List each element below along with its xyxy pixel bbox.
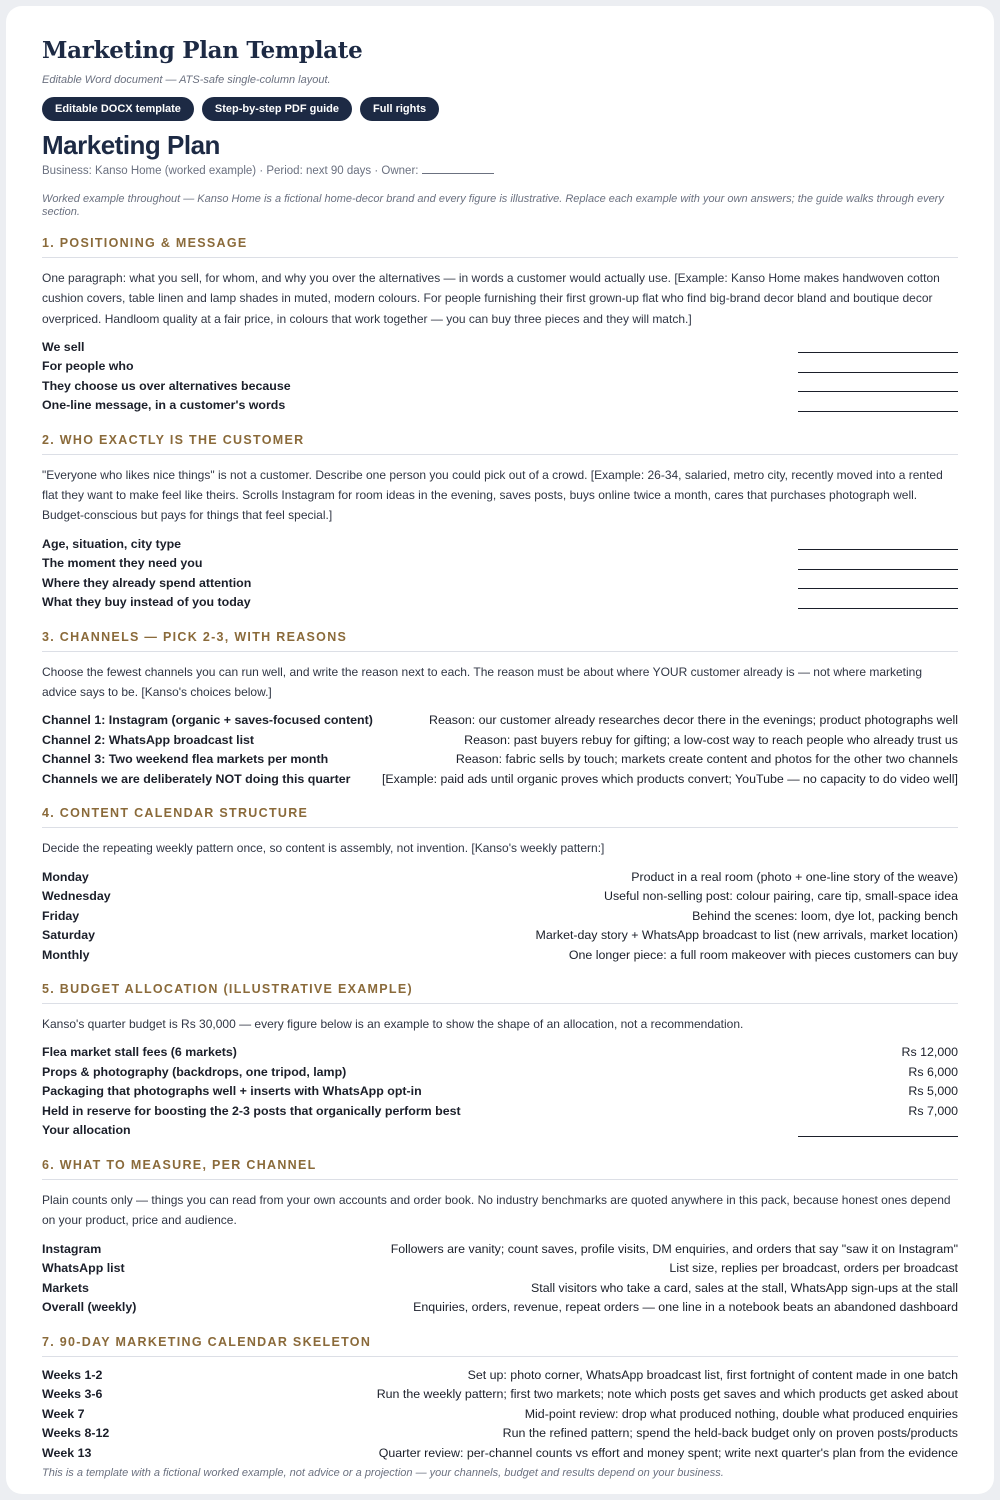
- section-1-heading: 1. POSITIONING & MESSAGE: [42, 235, 958, 258]
- feature-pills: [42, 97, 958, 121]
- channel-row: [42, 750, 958, 770]
- channel-reason: Reason: fabric sells by touch; markets create content and photos for the other two channels: [455, 752, 958, 767]
- schedule-task: Quarter review: per-channel counts vs effort and money spent; write next quarter's plan from the evidence: [378, 1445, 958, 1460]
- section-5-paragraph: Kanso's quarter budget is Rs 30,000 — every figure below is an example to show the shape of an allocation, not a recommendation.: [42, 1017, 744, 1032]
- field-label: What they buy instead of you today: [42, 595, 251, 610]
- field-row: [42, 357, 958, 377]
- metric-row: [42, 1259, 958, 1279]
- pill-full-rights: Full rights: [360, 97, 439, 121]
- field-blank[interactable]: [798, 557, 958, 570]
- budget-row: [42, 1082, 958, 1102]
- budget-item: Flea market stall fees (6 markets): [42, 1045, 237, 1060]
- schedule-week: Week 7: [42, 1406, 85, 1421]
- channel-row: [42, 770, 958, 790]
- section-2-fields: [42, 535, 958, 613]
- budget-row: [42, 1121, 958, 1141]
- section-1-paragraph: One paragraph: what you sell, for whom, and why you over the alternatives — in words a customer would actually use. [Example: Kanso Home makes handwoven cotton cushion covers, table linen and lamp shades in muted, modern colours. For people furnishing their first grown-up flat who find big-brand decor bland and boutique decor overpriced. Handloom quality at a fair price, in colours that work together — you can buy three pieces and they will match.]: [42, 271, 940, 326]
- pill-pdf-guide: Step-by-step PDF guide: [202, 97, 352, 121]
- section-3-heading: 3. CHANNELS — PICK 2-3, WITH REASONS: [42, 629, 958, 652]
- calendar-content: Useful non-selling post: colour pairing, care tip, small-space idea: [604, 889, 958, 904]
- channel-label: Channel 3: Two weekend flea markets per month: [42, 752, 329, 767]
- metric-detail: Stall visitors who take a card, sales at the stall, WhatsApp sign-ups at the stall: [531, 1280, 958, 1295]
- schedule-row: [42, 1405, 958, 1425]
- calendar-content: One longer piece: a full room makeover with pieces customers can buy: [568, 947, 958, 962]
- field-label: One-line message, in a customer's words: [42, 398, 286, 413]
- section-2-paragraph: "Everyone who likes nice things" is not a customer. Describe one person you could pick out of a crowd. [Example: 26-34, salaried, metro city, recently moved into a rented flat they want to make feel like theirs. Scrolls Instagram for room ideas in the evening, saves posts, buys online twice a month, cares that purchases photograph well. Budget-conscious but pays for things that feel special.]: [42, 467, 943, 523]
- metric-channel: Markets: [42, 1280, 89, 1295]
- schedule-row: [42, 1424, 958, 1444]
- template-title: Marketing Plan Template: [42, 37, 363, 64]
- section-1-fields: [42, 338, 958, 416]
- calendar-day: Monday: [42, 869, 89, 884]
- budget-item: Props & photography (backdrops, one tripod, lamp): [42, 1064, 347, 1079]
- field-row: [42, 535, 958, 555]
- calendar-row: [42, 887, 958, 907]
- budget-amount: Rs 6,000: [908, 1064, 958, 1079]
- section-2-heading: 2. WHO EXACTLY IS THE CUSTOMER: [42, 432, 958, 455]
- budget-amount: Rs 7,000: [908, 1103, 958, 1118]
- calendar-content: Market-day story + WhatsApp broadcast to list (new arrivals, market location): [535, 928, 958, 943]
- budget-item: Held in reserve for boosting the 2-3 posts that organically perform best: [42, 1103, 461, 1118]
- schedule-week: Weeks 1-2: [42, 1367, 103, 1382]
- disclaimer: This is a template with a fictional worked example, not advice or a projection — your channels, budget and results depend on your business.: [42, 1467, 724, 1480]
- field-label: For people who: [42, 359, 134, 374]
- section-5-budget: [42, 1043, 958, 1141]
- field-row: [42, 396, 958, 416]
- field-label: The moment they need you: [42, 556, 203, 571]
- calendar-content: Product in a real room (photo + one-line story of the weave): [631, 869, 958, 884]
- field-row: [42, 377, 958, 397]
- field-label: They choose us over alternatives because: [42, 378, 291, 393]
- metric-channel: Overall (weekly): [42, 1300, 137, 1315]
- document-page: [6, 6, 994, 1494]
- section-3-channels: [42, 711, 958, 789]
- calendar-row: [42, 868, 958, 888]
- section-4-heading: 4. CONTENT CALENDAR STRUCTURE: [42, 805, 958, 828]
- intro-note: Worked example throughout — Kanso Home is a fictional home-decor brand and every figure is illustrative. Replace each example with your own answers; the guide walks through every section.: [42, 193, 944, 218]
- calendar-day: Wednesday: [42, 889, 111, 904]
- field-label: We sell: [42, 339, 85, 354]
- calendar-day: Monthly: [42, 947, 90, 962]
- calendar-row: [42, 946, 958, 966]
- field-blank[interactable]: [798, 340, 958, 353]
- budget-item: Packaging that photographs well + inserts with WhatsApp opt-in: [42, 1084, 422, 1099]
- section-7-skeleton: [42, 1366, 958, 1464]
- calendar-day: Saturday: [42, 928, 96, 943]
- budget-row: [42, 1102, 958, 1122]
- channel-reason: Reason: our customer already researches decor there in the evenings; product photographs well: [429, 713, 958, 728]
- calendar-row: [42, 926, 958, 946]
- pill-docx-template: Editable DOCX template: [42, 97, 194, 121]
- section-7-heading: 7. 90-DAY MARKETING CALENDAR SKELETON: [42, 1334, 958, 1357]
- schedule-task: Mid-point review: drop what produced nothing, double what produced enquiries: [524, 1406, 958, 1421]
- field-blank[interactable]: [798, 596, 958, 609]
- section-6-heading: 6. WHAT TO MEASURE, PER CHANNEL: [42, 1157, 958, 1180]
- field-blank[interactable]: [798, 360, 958, 373]
- field-blank[interactable]: [798, 399, 958, 412]
- field-blank[interactable]: [798, 576, 958, 589]
- metric-row: [42, 1279, 958, 1299]
- schedule-week: Weeks 3-6: [42, 1387, 103, 1402]
- metric-row: [42, 1298, 958, 1318]
- channel-label: Channel 1: Instagram (organic + saves-focused content): [42, 713, 373, 728]
- section-4-paragraph: Decide the repeating weekly pattern once, so content is assembly, not invention. [Kanso's weekly pattern:]: [42, 841, 605, 856]
- metric-detail: Followers are vanity; count saves, profile visits, DM enquiries, and orders that say "saw it on Instagram": [390, 1241, 958, 1256]
- field-row: [42, 338, 958, 358]
- metric-channel: Instagram: [42, 1241, 102, 1256]
- your-allocation-blank[interactable]: [798, 1124, 958, 1137]
- channel-label: Channels we are deliberately NOT doing this quarter: [42, 771, 351, 786]
- budget-amount: Rs 12,000: [901, 1045, 958, 1060]
- template-subtitle: Editable Word document — ATS-safe single-column layout.: [42, 74, 331, 86]
- section-5-heading: 5. BUDGET ALLOCATION (ILLUSTRATIVE EXAMPLE): [42, 981, 958, 1004]
- schedule-task: Run the weekly pattern; first two markets; note which posts get saves and which products get asked about: [376, 1387, 958, 1402]
- field-label: Age, situation, city type: [42, 536, 182, 551]
- calendar-row: [42, 907, 958, 927]
- field-blank[interactable]: [798, 379, 958, 392]
- channel-reason: [Example: paid ads until organic proves which products convert; YouTube — no capacity to do video well]: [381, 771, 958, 786]
- schedule-week: Week 13: [42, 1445, 92, 1460]
- channel-row: [42, 731, 958, 751]
- metric-row: [42, 1240, 958, 1260]
- document-meta: [42, 163, 958, 179]
- channel-reason: Reason: past buyers rebuy for gifting; a low-cost way to reach people who already trust us: [464, 732, 958, 747]
- section-3-paragraph: Choose the fewest channels you can run well, and write the reason next to each. The reason must be about where YOUR customer already is — not where marketing advice says to be. [Kanso's choices below.]: [42, 664, 923, 700]
- metric-detail: Enquiries, orders, revenue, repeat orders — one line in a notebook beats an abandoned dashboard: [413, 1300, 958, 1315]
- field-row: [42, 574, 958, 594]
- channel-label: Channel 2: WhatsApp broadcast list: [42, 732, 255, 747]
- channel-row: [42, 711, 958, 731]
- budget-amount: Rs 5,000: [908, 1084, 958, 1099]
- owner-blank: [422, 163, 494, 174]
- metric-channel: WhatsApp list: [42, 1261, 125, 1276]
- calendar-day: Friday: [42, 908, 80, 923]
- calendar-content: Behind the scenes: loom, dye lot, packing bench: [692, 908, 958, 923]
- section-6-metrics: [42, 1240, 958, 1318]
- your-allocation-label: Your allocation: [42, 1123, 131, 1138]
- section-6-paragraph: Plain counts only — things you can read from your own accounts and order book. No industry benchmarks are quoted anywhere in this pack, because honest ones depend on your product, price and audience.: [42, 1192, 951, 1228]
- section-4-calendar: [42, 868, 958, 966]
- schedule-row: [42, 1366, 958, 1386]
- schedule-task: Run the refined pattern; spend the held-back budget only on proven posts/products: [502, 1426, 958, 1441]
- field-label: Where they already spend attention: [42, 575, 252, 590]
- field-blank[interactable]: [798, 537, 958, 550]
- schedule-row: [42, 1385, 958, 1405]
- budget-row: [42, 1063, 958, 1083]
- document-meta-text: Business: Kanso Home (worked example) · Period: next 90 days · Owner:: [42, 165, 419, 177]
- document-title: Marketing Plan: [42, 130, 220, 160]
- schedule-week: Weeks 8-12: [42, 1426, 110, 1441]
- metric-detail: List size, replies per broadcast, orders per broadcast: [669, 1261, 958, 1276]
- schedule-row: [42, 1444, 958, 1464]
- schedule-task: Set up: photo corner, WhatsApp broadcast list, first fortnight of content made in one batch: [467, 1367, 958, 1382]
- field-row: [42, 554, 958, 574]
- budget-row: [42, 1043, 958, 1063]
- field-row: [42, 593, 958, 613]
